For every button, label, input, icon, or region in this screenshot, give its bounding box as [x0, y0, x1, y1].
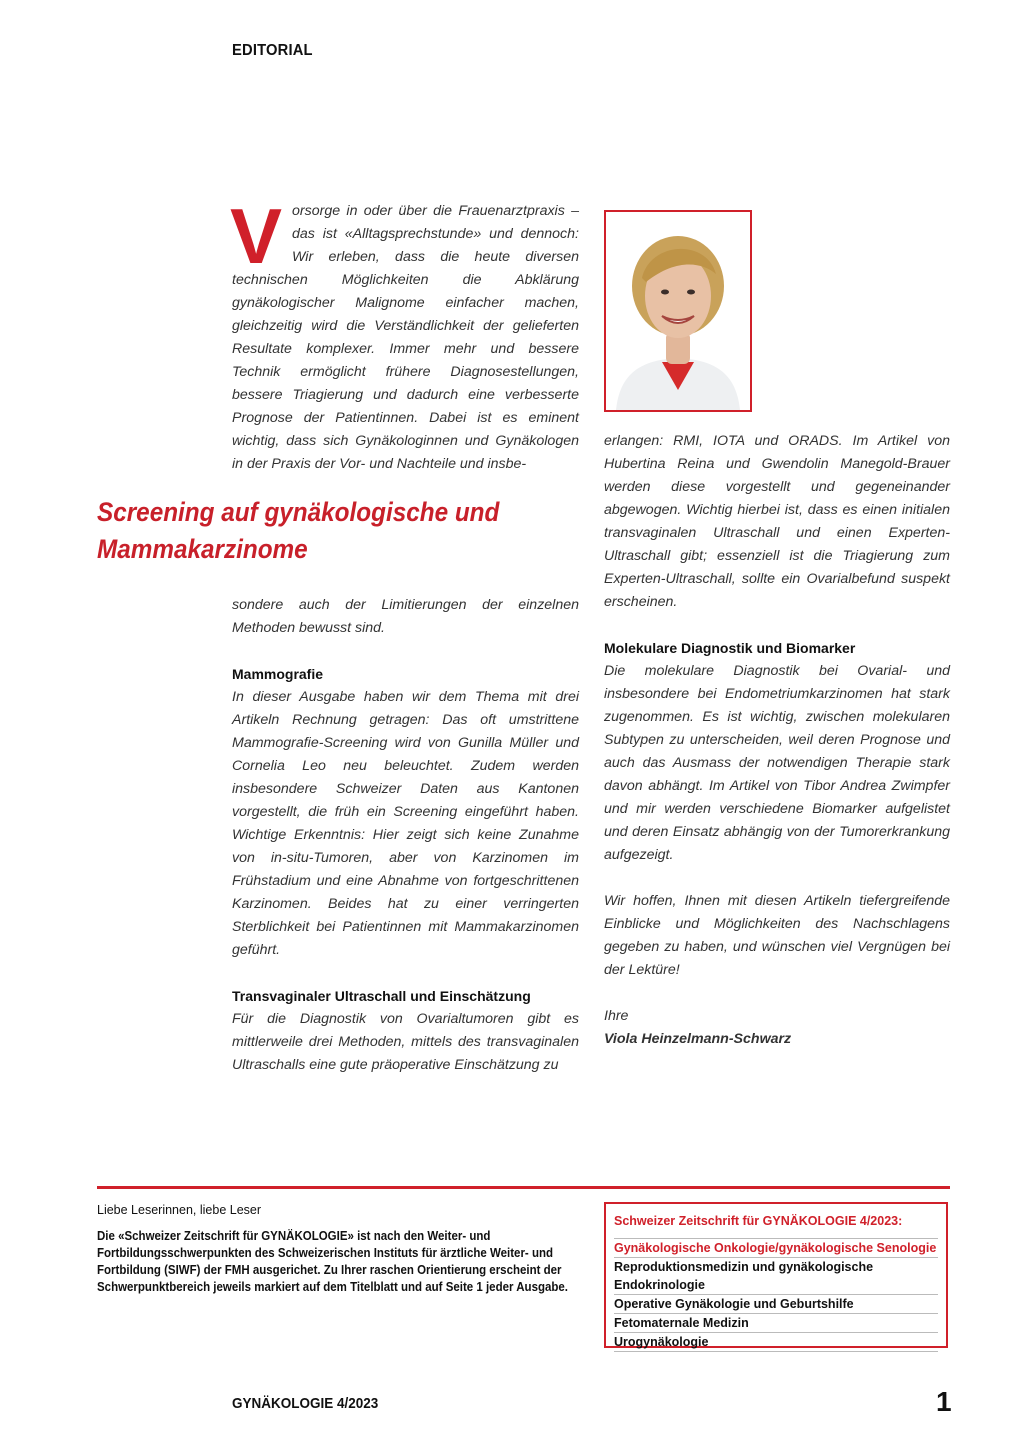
- focus-item: Reproduktionsmedizin und gynäkologische Endokrinologie: [614, 1257, 938, 1294]
- focus-areas-box: [604, 1202, 948, 1348]
- journal-footer: GYNÄKOLOGIE 4/2023: [232, 1395, 379, 1412]
- ultrasound-heading: Transvaginaler Ultraschall und Einschätzung: [232, 988, 531, 1004]
- intro-paragraph: [230, 192, 579, 476]
- footer-divider: [97, 1186, 950, 1189]
- focus-box-title: Schweizer Zeitschrift für GYNÄKOLOGIE 4/2023:: [614, 1214, 903, 1228]
- focus-item: Urogynäkologie: [614, 1332, 938, 1352]
- ultrasound-continuation: erlangen: RMI, IOTA und ORADS. Im Artikel von Hubertina Reina und Gwendolin Manegold-Brauer werden diese vorgestellt und gegeneinander abgewogen. Wichtig hierbei ist, dass es einen initialen transvaginalen Ultraschall und einen Experten-Ultraschall gibt; essenziell ist die Triagierung zum Experten-Ultraschall, sollte ein Ovarialbefund suspekt erscheinen.: [604, 433, 950, 610]
- right-column: [604, 430, 950, 1051]
- author-signature: Viola Heinzelmann-Schwarz: [604, 1031, 792, 1047]
- molecular-text: Die molekulare Diagnostik bei Ovarial- und insbesondere bei Endometriumkarzinomen hat stark zugenommen. Es ist wichtig, zwischen molekularen Subtypen zu unterscheiden, weil deren Prognose und auch das Ausmass der notwendigen Therapie stark davon abhängt. Im Artikel von Tibor Andrea Zwimpfer und mir werden verschiedene Biomarker aufgelistet und deren Einsatz abhängig von der Tumorerkrankung aufgezeigt.: [604, 663, 950, 863]
- paragraph-continuation: sondere auch der Limitierungen der einzelnen Methoden bewusst sind.: [232, 597, 579, 636]
- closing-text: Wir hoffen, Ihnen mit diesen Artikeln tiefergreifende Einblicke und Möglichkeiten des Nachschlagens gegeben zu haben, und wünschen viel Vergnügen bei der Lektüre!: [604, 893, 950, 978]
- focus-item: Operative Gynäkologie und Geburtshilfe: [614, 1294, 938, 1313]
- article-title: Screening auf gynäkologische und Mammakarzinome: [97, 497, 500, 564]
- portrait-photo-icon: [606, 212, 750, 410]
- focus-item: Fetomaternale Medizin: [614, 1313, 938, 1332]
- focus-item: Gynäkologische Onkologie/gynäkologische Senologie: [614, 1238, 938, 1257]
- greeting: Ihre: [604, 1008, 629, 1024]
- left-column: [232, 594, 579, 1077]
- intro-text: orsorge in oder über die Frauenarztpraxis – das ist «Alltagsprechstunde» und dennoch: Wir erleben, dass die heute diversen technischen Möglichkeiten die Abklärung gynäkologischer Malignome einfacher machen, gleichzeitig wird die Verständlichkeit der gelieferten Resultate komplexer. Immer mehr und bessere Technik ermöglicht frühere Diagnosestellungen, bessere Triagierung und dadurch eine verbesserte Prognose der Patientinnen. Dabei ist es eminent wichtig, dass sich Gynäkologinnen und Gynäkologen in der Praxis der Vor- und Nachteile und insbe-: [232, 203, 579, 472]
- mammography-heading: Mammografie: [232, 666, 324, 682]
- ultrasound-text: Für die Diagnostik von Ovarialtumoren gibt es mittlerweile drei Methoden, mittels des transvaginalen Ultraschalls eine gute präoperative Einschätzung zu: [232, 1011, 579, 1073]
- footer-note-text: Die «Schweizer Zeitschrift für GYNÄKOLOGIE» ist nach den Weiter- und Fortbildungsschwerpunkten des Schweizerischen Instituts für ärztliche Weiter- und Fortbildung (SIWF) der FMH ausgerichet. Zu Ihrer raschen Orientierung erscheint der Schwerpunktbereich jeweils markiert auf dem Titelblatt und auf Seite 1 jeder Ausgabe.: [97, 1229, 568, 1294]
- author-photo: [604, 210, 752, 412]
- molecular-heading: Molekulare Diagnostik und Biomarker: [604, 640, 856, 656]
- footer-salutation: Liebe Leserinnen, liebe Leser: [97, 1203, 262, 1217]
- drop-cap: V: [230, 192, 283, 280]
- section-label: EDITORIAL: [232, 42, 313, 59]
- page-number: 1: [936, 1386, 952, 1417]
- mammography-text: In dieser Ausgabe haben wir dem Thema mit drei Artikeln Rechnung getragen: Das oft umstrittene Mammografie-Screening wird von Gunilla Müller und Cornelia Leo neu beleuchtet. Zudem werden insbesondere Schweizer Daten aus Kantonen vorgestellt, die früh ein Screening eingeführt haben. Wichtige Erkenntnis: Hier zeigt sich keine Zunahme von in-situ-Tumoren, aber von Karzinomen im Frühstadium und eine Abnahme von fortgeschrittenen Karzinomen. Beides hat zu einer verringerten Sterblichkeit bei Patientinnen mit Mammakarzinomen geführt.: [232, 689, 579, 958]
